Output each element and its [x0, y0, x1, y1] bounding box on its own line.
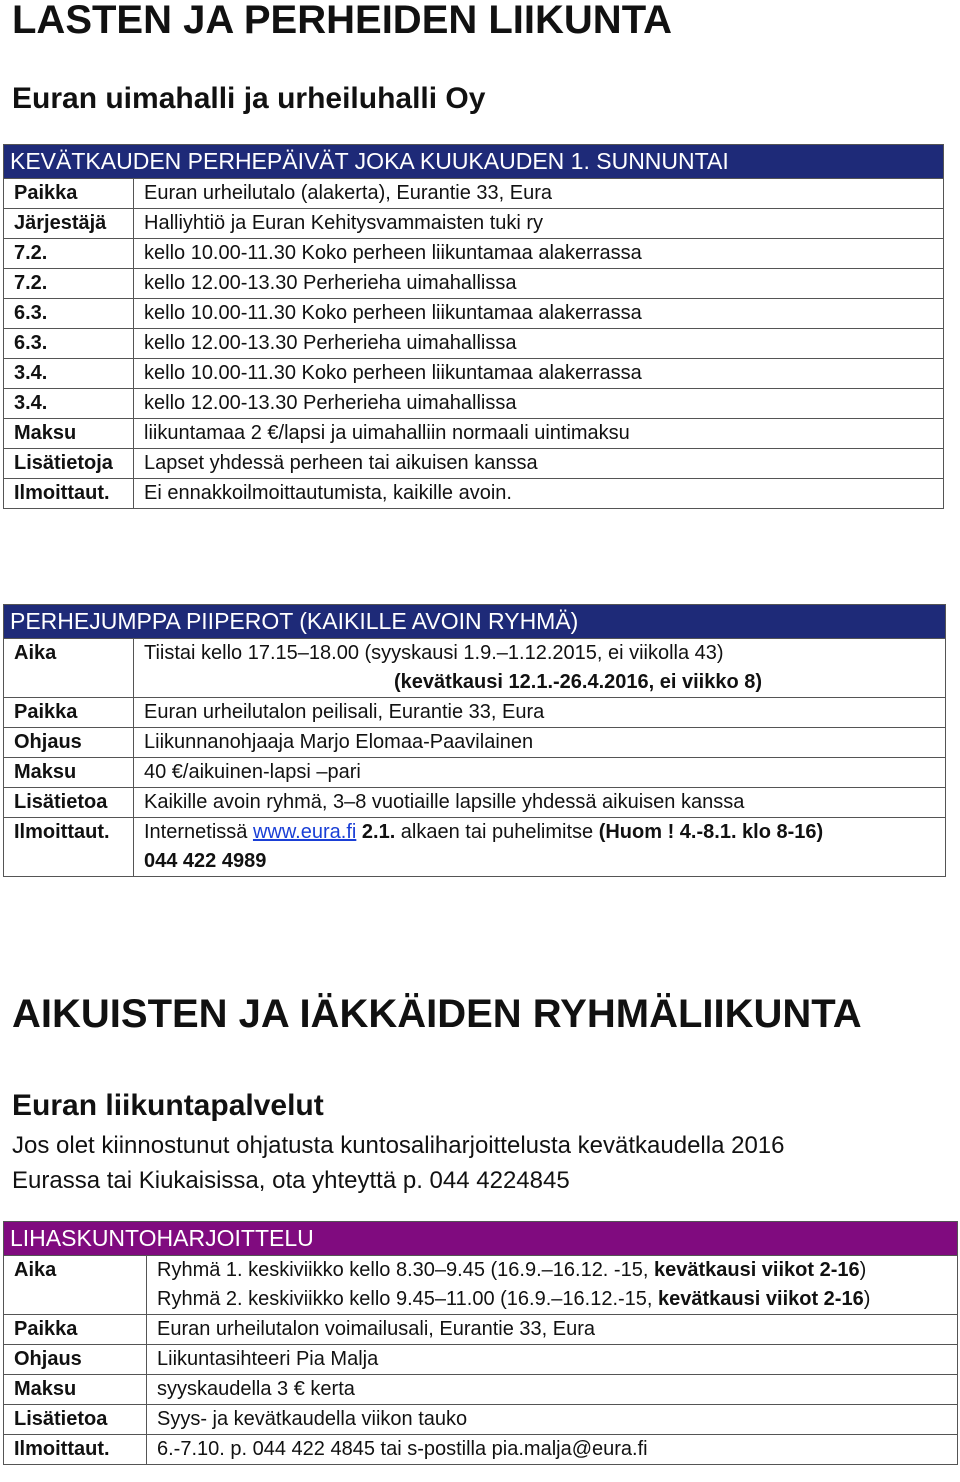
row-value: Syys- ja kevätkaudella viikon tauko [147, 1405, 958, 1435]
row-label: Järjestäjä [4, 209, 134, 239]
row-label: Maksu [4, 1375, 147, 1405]
row-label: Ohjaus [4, 1345, 147, 1375]
aika-line-1: Tiistai kello 17.15–18.00 (syyskausi 1.9.–1.12.2015, ei viikolla 43) [144, 642, 724, 664]
group-1-line [157, 1256, 957, 1285]
table-header: KEVÄTKAUDEN PERHEPÄIVÄT JOKA KUUKAUDEN 1. SUNNUNTAI [4, 145, 944, 179]
row-value: Liikuntasihteeri Pia Malja [147, 1345, 958, 1375]
table-row [4, 209, 944, 239]
row-value: Ei ennakkoilmoittautumista, kaikille avoin. [134, 479, 944, 509]
section-title-lasten: LASTEN JA PERHEIDEN LIIKUNTA [12, 0, 673, 42]
ilmo-date: 2.1. [356, 821, 396, 843]
contact-paragraph [12, 1128, 785, 1198]
table-row-aika [4, 1256, 958, 1315]
table-perhejumppa [3, 604, 946, 877]
row-value: Euran urheilutalo (alakerta), Eurantie 33, Eura [134, 179, 944, 209]
group-2-line [157, 1285, 957, 1314]
table-header-row [4, 145, 944, 179]
row-value: Kaikille avoin ryhmä, 3–8 vuotiaille lapsille yhdessä aikuisen kanssa [134, 788, 946, 818]
table-header-row [4, 605, 946, 639]
row-value: Halliyhtiö ja Euran Kehitysvammaisten tuki ry [134, 209, 944, 239]
table-header: LIHASKUNTOHARJOITTELU [4, 1222, 958, 1256]
table-row [4, 788, 946, 818]
row-label: Ilmoittaut. [4, 1435, 147, 1465]
table-row [4, 728, 946, 758]
ilmo-line-1 [144, 818, 945, 847]
table-row [4, 359, 944, 389]
row-value: 40 €/aikuinen-lapsi –pari [134, 758, 946, 788]
row-value: Euran urheilutalon voimailusali, Eurantie 33, Eura [147, 1315, 958, 1345]
table-row [4, 239, 944, 269]
row-label: Paikka [4, 1315, 147, 1345]
org-heading-liikuntapalvelut: Euran liikuntapalvelut [12, 1089, 324, 1122]
row-value: syyskaudella 3 € kerta [147, 1375, 958, 1405]
table-row [4, 1375, 958, 1405]
table-header-row [4, 1222, 958, 1256]
row-value: Lapset yhdessä perheen tai aikuisen kanssa [134, 449, 944, 479]
row-value: kello 10.00-11.30 Koko perheen liikuntamaa alakerrassa [134, 239, 944, 269]
row-label: 3.4. [4, 359, 134, 389]
group-2-bold: kevätkausi viikot 2-16 [658, 1288, 864, 1310]
row-label: Aika [4, 1256, 147, 1315]
table-row [4, 299, 944, 329]
table-row [4, 698, 946, 728]
table-row-ilmoittautuminen [4, 818, 946, 877]
group-2-text: Ryhmä 2. keskiviikko kello 9.45–11.00 (16.9.–16.12.-15, [157, 1288, 659, 1310]
row-value: 6.-7.10. p. 044 422 4845 tai s-postilla pia.malja@eura.fi [147, 1435, 958, 1465]
table-lihaskunto [3, 1221, 958, 1465]
table-perhepaivat [3, 144, 944, 509]
table-row [4, 1315, 958, 1345]
table-header: PERHEJUMPPA PIIPEROT (KAIKILLE AVOIN RYHMÄ) [4, 605, 946, 639]
row-value: Liikunnanohjaaja Marjo Elomaa-Paavilainen [134, 728, 946, 758]
group-1-end: ) [859, 1259, 867, 1281]
row-value-ilmoittautuminen [134, 818, 946, 877]
row-label: Maksu [4, 758, 134, 788]
table-row [4, 758, 946, 788]
group-1-bold: kevätkausi viikot 2-16 [653, 1259, 860, 1281]
table-row [4, 329, 944, 359]
row-label: Lisätietoa [4, 1405, 147, 1435]
table-row [4, 1405, 958, 1435]
row-label: Paikka [4, 698, 134, 728]
ilmo-huom: (Huom ! 4.-8.1. klo 8-16) [598, 821, 824, 843]
row-label: Ilmoittaut. [4, 818, 134, 877]
table-row [4, 1345, 958, 1375]
row-label: Paikka [4, 179, 134, 209]
table-row [4, 1435, 958, 1465]
row-value: kello 12.00-13.30 Perherieha uimahallissa [134, 389, 944, 419]
row-value: kello 10.00-11.30 Koko perheen liikuntamaa alakerrassa [134, 359, 944, 389]
table-row-aika [4, 639, 946, 698]
row-label: Lisätietoa [4, 788, 134, 818]
paragraph-line-1: Jos olet kiinnostunut ohjatusta kuntosaliharjoittelusta kevätkaudella 2016 [12, 1132, 785, 1159]
row-value: kello 12.00-13.30 Perherieha uimahallissa [134, 329, 944, 359]
eura-fi-link[interactable]: www.eura.fi [252, 821, 357, 843]
row-value-aika [147, 1256, 958, 1315]
table-row [4, 419, 944, 449]
aika-line-2: (kevätkausi 12.1.-26.4.2016, ei viikko 8) [394, 671, 763, 693]
row-label: Ohjaus [4, 728, 134, 758]
row-value: kello 12.00-13.30 Perherieha uimahallissa [134, 269, 944, 299]
row-value: Euran urheilutalon peilisali, Eurantie 33, Eura [134, 698, 946, 728]
table-row [4, 179, 944, 209]
table-row [4, 389, 944, 419]
row-label: Maksu [4, 419, 134, 449]
ilmo-mid: alkaen tai puhelimitse [395, 821, 599, 843]
row-label: 7.2. [4, 269, 134, 299]
table-row [4, 449, 944, 479]
paragraph-line-2: Eurassa tai Kiukaisissa, ota yhteyttä p. 044 4224845 [12, 1167, 570, 1194]
group-1-text: Ryhmä 1. keskiviikko kello 8.30–9.45 (16.9.–16.12. -15, [157, 1259, 654, 1281]
row-value: kello 10.00-11.30 Koko perheen liikuntamaa alakerrassa [134, 299, 944, 329]
table-row [4, 479, 944, 509]
group-2-end: ) [863, 1288, 871, 1310]
row-label: 3.4. [4, 389, 134, 419]
ilmo-phone: 044 422 4989 [144, 850, 267, 872]
row-label: Lisätietoja [4, 449, 134, 479]
row-value-aika [134, 639, 946, 698]
row-label: 6.3. [4, 299, 134, 329]
row-label: 7.2. [4, 239, 134, 269]
ilmo-prefix: Internetissä [144, 821, 253, 843]
table-row [4, 269, 944, 299]
row-value: liikuntamaa 2 €/lapsi ja uimahalliin normaali uintimaksu [134, 419, 944, 449]
org-heading-uimahalli: Euran uimahalli ja urheiluhalli Oy [12, 82, 486, 115]
row-label: Aika [4, 639, 134, 698]
row-label: 6.3. [4, 329, 134, 359]
row-label: Ilmoittaut. [4, 479, 134, 509]
section-title-aikuisten: AIKUISTEN JA IÄKKÄIDEN RYHMÄLIIKUNTA [12, 992, 862, 1036]
